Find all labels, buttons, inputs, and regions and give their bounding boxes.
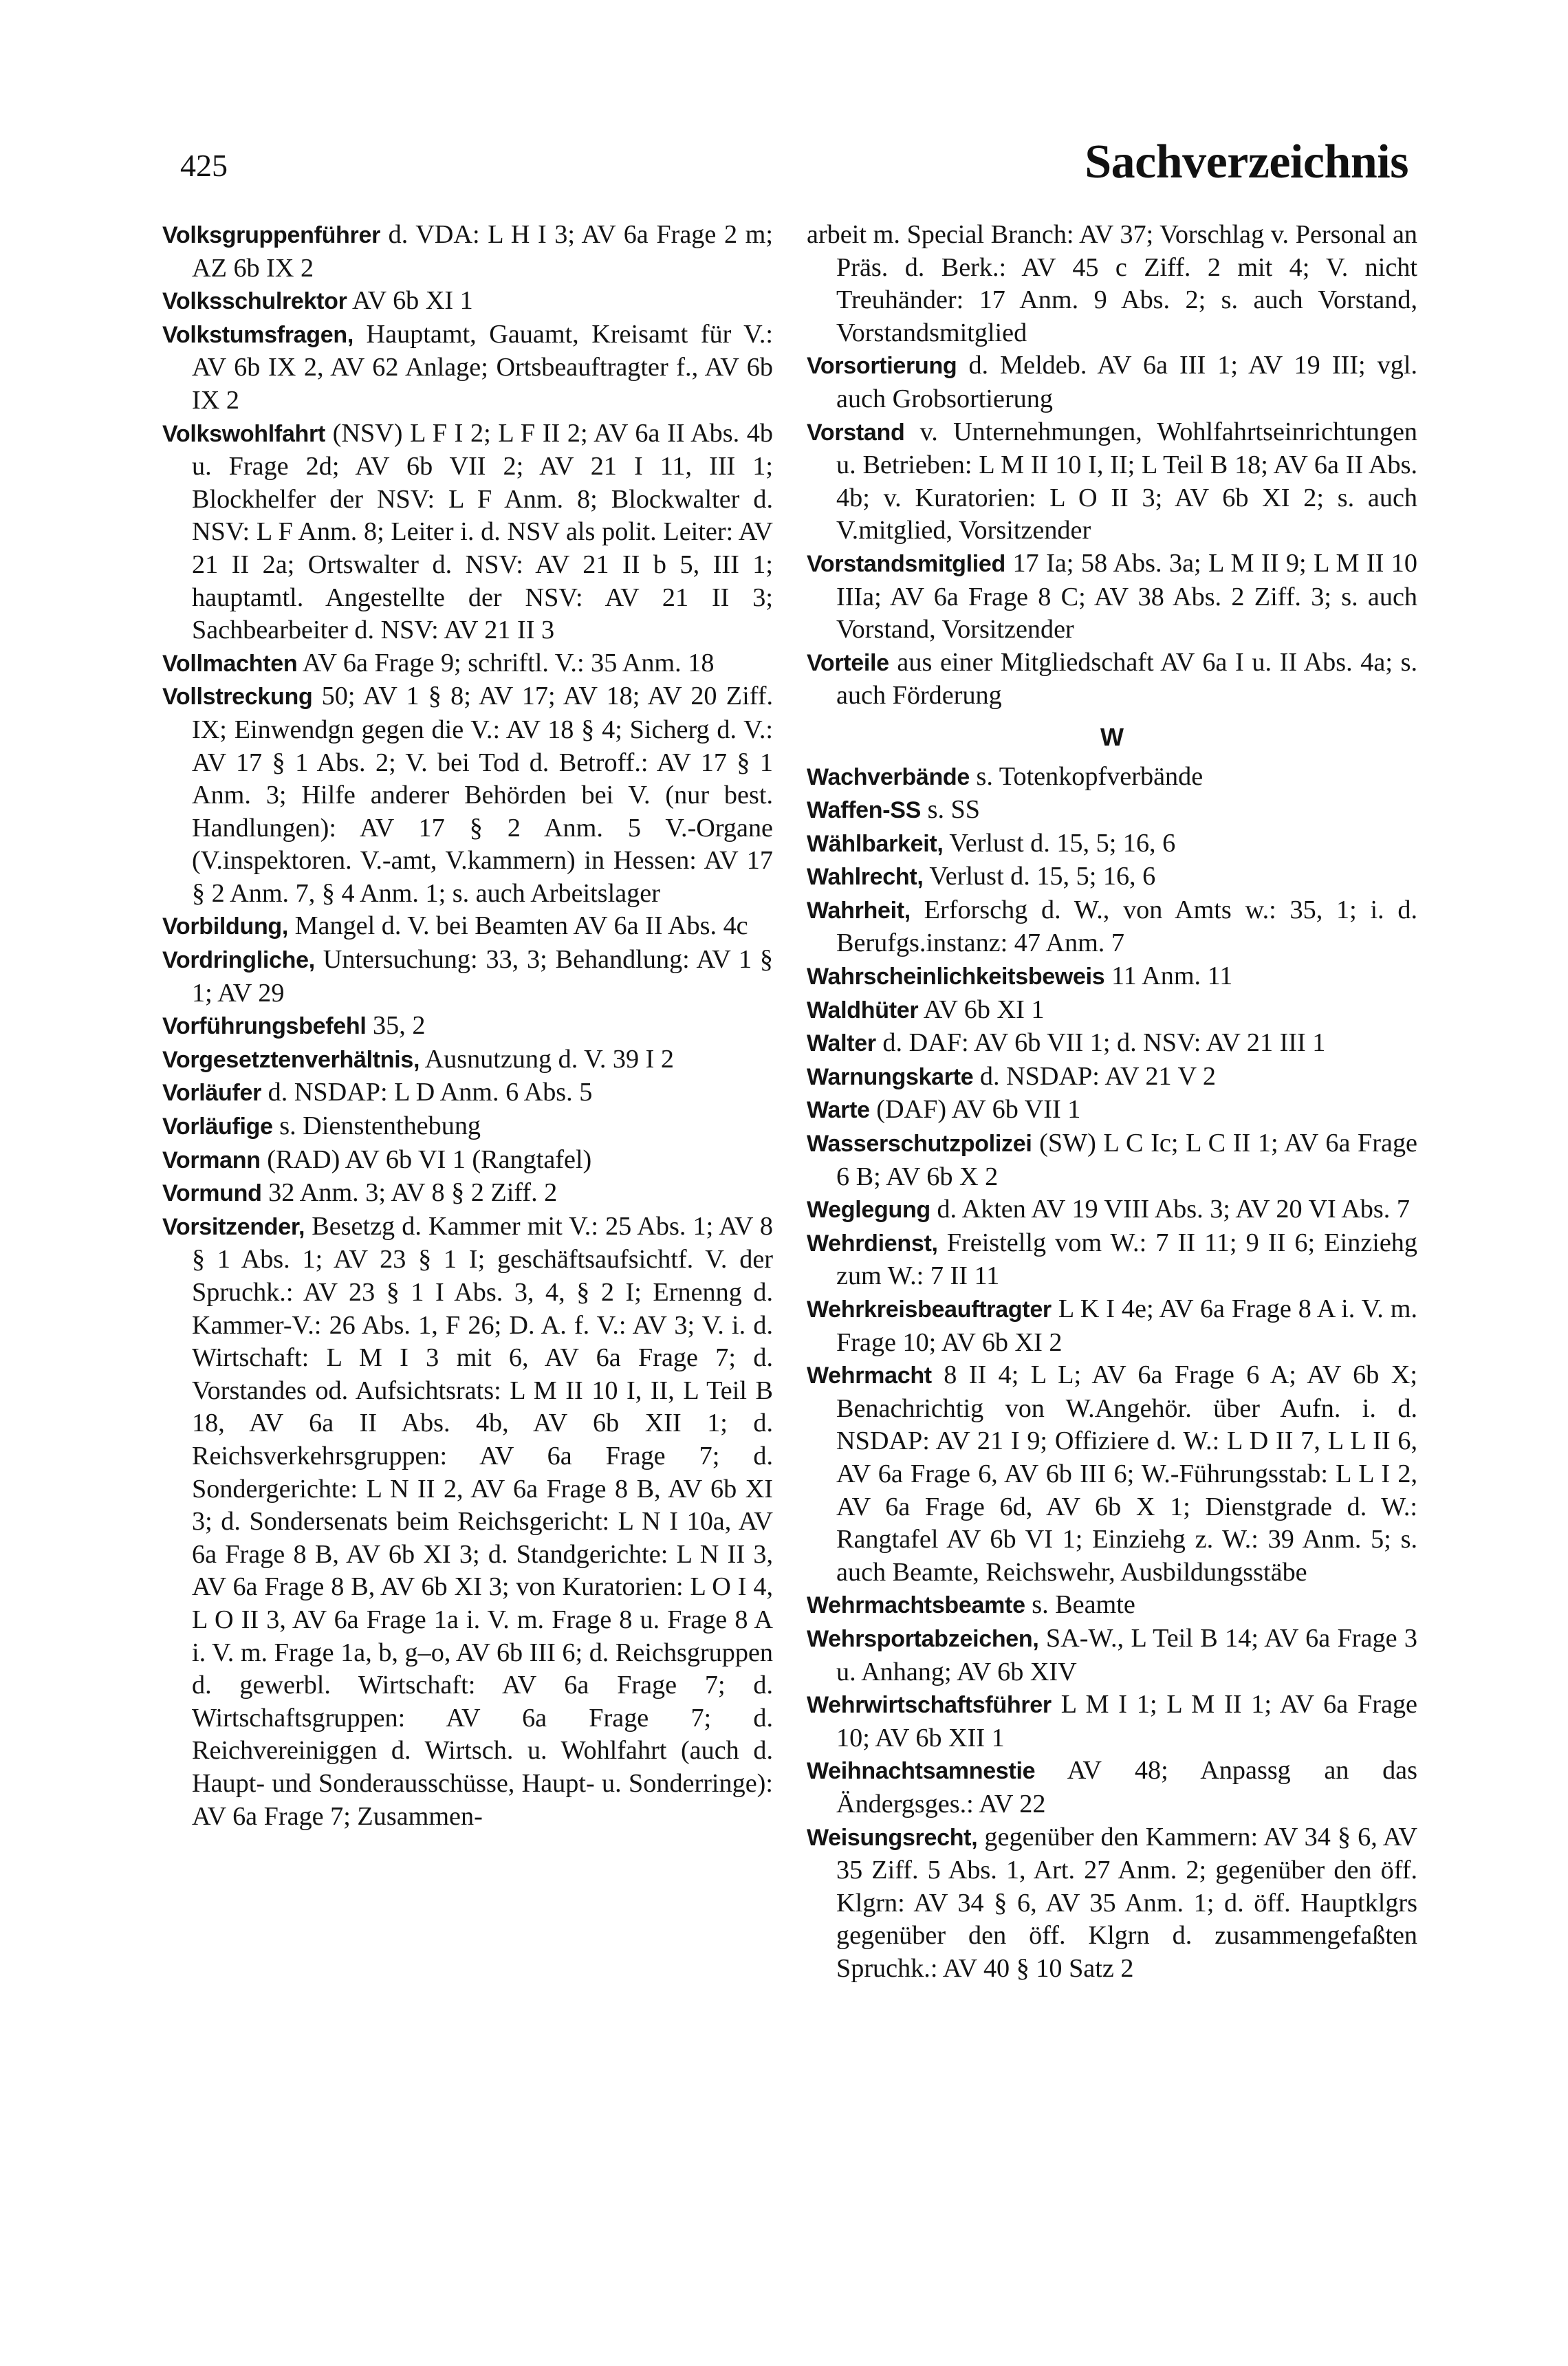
index-term: Waffen-SS [807,797,922,824]
index-reference: gegenüber den Kammern: AV 34 § 6, AV 35 Ziff. 5 Abs. 1, Art. 27 Anm. 2; gegenüber den öff. Klgrn: AV 34 § 6, AV 35 Anm. 1; d. öff. Hauptklgrs gegenüber den öff. Klgrn d. zusammengefaßten Spruchk.: AV 40 § 10 Satz 2 [836,1822,1417,1983]
index-entry [162,1211,773,1833]
index-entry [807,1127,1417,1193]
index-entry [162,1144,773,1177]
index-reference: AV 48; Anpassg an das Ändergsges.: AV 22 [836,1756,1417,1819]
index-reference: aus einer Mitgliedschaft AV 6a I u. II Abs. 4a; s. auch Förderung [836,647,1417,710]
index-term: Wehrsportabzeichen, [807,1625,1039,1652]
index-entry [162,1043,773,1077]
index-term: Wehrkreisbeauftragter [807,1296,1052,1323]
index-entry [162,219,773,285]
index-entry [162,910,773,944]
index-reference: (NSV) L F I 2; L F II 2; AV 6a II Abs. 4b u. Frage 2d; AV 6b VII 2; AV 21 I 11, III 1; Blockhelfer der NSV: L F Anm. 8; Blockwalter d. NSV: L F Anm. 8; Leiter i. d. NSV als polit. Leiter: AV 21 II 2a; Ortswalter d. NSV: AV 21 II b 5, III 1; hauptamtl. Angestellte der NSV: AV 21 II 3; Sachbearbeiter d. NSV: AV 21 II 3 [192,418,773,645]
index-term: Vorläufer [162,1080,262,1107]
index-term: Vorführungsbefehl [162,1013,367,1040]
index-entry [807,960,1417,994]
index-reference: Ausnutzung d. V. 39 I 2 [420,1044,675,1074]
index-entry [807,1027,1417,1061]
index-term: Wählbarkeit, [807,830,944,857]
index-term: Wehrwirtschaftsführer [807,1692,1052,1719]
index-reference: s. Dienstenthebung [272,1111,481,1141]
index-entry [162,944,773,1010]
index-term: Vorsortierung [807,353,957,380]
index-entry [162,1177,773,1211]
running-title: Sachverzeichnis [1085,135,1408,188]
index-entry [807,860,1417,894]
index-term: Wasserschutzpolizei [807,1131,1032,1158]
index-term: Vorstandsmitglied [807,550,1005,577]
index-term: Vordringliche, [162,947,315,974]
index-reference: L M I 1; L M II 1; AV 6a Frage 10; AV 6b XII 1 [836,1690,1417,1752]
index-entry [807,1193,1417,1227]
index-reference: d. Meldeb. AV 6a III 1; AV 19 III; vgl. auch Grobsortierung [836,351,1417,413]
index-term: Volksgruppenführer [162,222,381,248]
index-term: Warnungskarte [807,1063,974,1090]
index-reference: Hauptamt, Gauamt, Kreisamt für V.: AV 6b IX 2, AV 62 Anlage; Ortsbeauftragter f., AV 6b IX 2 [192,319,773,415]
index-reference: d. NSDAP: L D Anm. 6 Abs. 5 [261,1078,593,1107]
index-entry [807,1689,1417,1755]
right-column [807,219,1417,1985]
index-reference: Verlust d. 15, 5; 16, 6 [943,828,1176,858]
index-reference: Mangel d. V. bei Beamten AV 6a II Abs. 4c [288,911,748,941]
index-entry [807,1589,1417,1622]
index-reference: (SW) L C Ic; L C II 1; AV 6a Frage 6 B; AV 6b X 2 [836,1129,1417,1191]
index-term: Waldhüter [807,997,919,1023]
index-entry [807,219,1417,349]
left-column [162,219,773,1833]
index-entry [807,416,1417,547]
index-term: Wehrdienst, [807,1230,938,1257]
index-term: Weihnachtsamnestie [807,1758,1036,1785]
index-entry [807,894,1417,960]
index-entry [807,1227,1417,1293]
index-reference: s. SS [921,795,981,825]
index-term: Vormund [162,1180,262,1207]
index-term: Volkstumsfragen, [162,321,353,348]
index-entry [807,1359,1417,1589]
index-term: Warte [807,1097,870,1124]
section-letter: W [1100,722,1124,751]
index-term: Vorsitzender, [162,1213,305,1240]
index-entry [807,1293,1417,1359]
index-reference: Verlust d. 15, 5; 16, 6 [923,862,1156,891]
index-term: Vormann [162,1147,261,1173]
index-reference: AV 6b XI 1 [918,995,1045,1024]
index-reference: AV 6b XI 1 [347,286,473,316]
index-entry [807,1094,1417,1127]
index-entry [162,680,773,910]
index-reference: SA-W., L Teil B 14; AV 6a Frage 3 u. Anhang; AV 6b XIV [836,1623,1417,1686]
index-reference: 32 Anm. 3; AV 8 § 2 Ziff. 2 [261,1178,558,1208]
index-term: Vorläufige [162,1114,273,1140]
index-reference: L K I 4e; AV 6a Frage 8 A i. V. m. Frage 10; AV 6b XI 2 [836,1294,1417,1357]
index-term: Wahlrecht, [807,864,924,891]
index-entry [807,1821,1417,1986]
index-reference: (RAD) AV 6b VI 1 (Rangtafel) [260,1144,592,1174]
index-entry [807,1755,1417,1821]
index-reference: Erforschg d. W., von Amts w.: 35, 1; i. d. Berufgs.instanz: 47 Anm. 7 [836,895,1417,958]
index-term: Volksschulrektor [162,288,347,315]
index-reference: d. VDA: L H I 3; AV 6a Frage 2 m; AZ 6b IX 2 [192,220,773,283]
index-reference: Freistellg vom W.: 7 II 11; 9 II 6; Einziehg zum W.: 7 II 11 [836,1228,1417,1291]
index-term: Vorgesetztenverhältnis, [162,1046,420,1073]
index-term: Weisungsrecht, [807,1824,978,1851]
index-term: Wachverbände [807,763,970,790]
index-entry [807,1622,1417,1689]
index-reference: arbeit m. Special Branch: AV 37; Vorschlag v. Personal an Präs. d. Berk.: AV 45 c Ziff. 2 mit 4; V. nicht Treuhänder: 17 Anm. 9 Abs. 2; s. auch Vorstand, Vorstandsmitglied [807,220,1417,347]
index-entry [807,547,1417,647]
index-entry [807,349,1417,415]
index-entry [162,1010,773,1043]
index-term: Walter [807,1030,876,1057]
index-reference: Besetzg d. Kammer mit V.: 25 Abs. 1; AV 8 § 1 Abs. 1; AV 23 § 1 I; geschäftsaufsichtf. V. der Spruchk.: AV 23 § 1 I Abs. 3, 4, § 2 I; Ernenng d. Kammer-V.: 26 Abs. 1, F 26; D. A. f. V.: AV 3; V. i. d. Wirtschaft: L M I 3 mit 6, AV 6a Frage 7; d. Vorstandes od. Aufsichtsrats: L M II 10 I, II, L Teil B 18, AV 6a II Abs. 4b, AV 6b XII 1; d. Reichsverkehrsgruppen: AV 6a Frage 7; d. Sondergerichte: L N II 2, AV 6a Frage 8 B, AV 6b XI 3; d. Sondersenats beim Reichsgericht: L N I 10a, AV 6a Frage 8 B, AV 6b XI 3; d. Standgerichte: L N II 3, AV 6a Frage 8 B, AV 6b XI 3; von Kuratorien: L O I 4, L O II 3, AV 6a Frage 1a i. V. m. Frage 8 u. Frage 8 A i. V. m. Frage 1a, b, g–o, AV 6b III 6; d. Reichsgruppen d. gewerbl. Wirtschaft: AV 6a Frage 7; d. Wirtschaftsgruppen: AV 6a Frage 7; d. Reichvereiniggen d. Wirtsch. u. Wohlfahrt (auch d. Haupt- und Sonderausschüsse, Haupt- u. Sonderringe): AV 6a Frage 7; Zusammen- [192,1211,773,1831]
index-entry [162,647,773,681]
index-entry [162,417,773,647]
index-entry [807,827,1417,861]
index-reference: v. Unternehmungen, Wohlfahrtseinrichtungen u. Betrieben: L M II 10 I, II; L Teil B 18; AV 6a II Abs. 4b; v. Kuratorien: L O II 3; AV 6b XI 2; s. auch V.mitglied, Vorsitzender [836,417,1417,545]
index-reference: 17 Ia; 58 Abs. 3a; L M II 9; L M II 10 IIIa; AV 6a Frage 8 C; AV 38 Abs. 2 Ziff. 3; s. auch Vorstand, Vorsitzender [836,548,1417,644]
index-term: Volkswohlfahrt [162,420,325,447]
index-reference: 50; AV 1 § 8; AV 17; AV 18; AV 20 Ziff. IX; Einwendgn gegen die V.: AV 18 § 4; Sicherg d. V.: AV 17 § 1 Abs. 2; V. bei Tod d. Betroff.: AV 17 § 1 Anm. 3; Hilfe anderer Behörden bei V. (nur best. Handlungen): AV 17 § 2 Anm. 5 V.-Organe (V.inspektoren. V.-amt, V.kammern) in Hessen: AV 17 § 2 Anm. 7, § 4 Anm. 1; s. auch Arbeitslager [192,682,773,908]
index-reference: d. NSDAP: AV 21 V 2 [973,1061,1216,1091]
index-term: Wehrmachtsbeamte [807,1592,1025,1619]
index-reference: s. Totenkopfverbände [970,761,1204,791]
index-entry [807,761,1417,794]
index-entry [162,1076,773,1110]
index-reference: 35, 2 [366,1011,426,1041]
index-term: Wehrmacht [807,1363,932,1389]
index-entry [807,794,1417,827]
index-reference: 11 Anm. 11 [1104,962,1233,991]
index-reference: d. Akten AV 19 VIII Abs. 3; AV 20 VI Abs. 7 [930,1195,1410,1224]
index-reference: (DAF) AV 6b VII 1 [869,1095,1081,1125]
index-entry [162,1110,773,1144]
index-reference: AV 6a Frage 9; schriftl. V.: 35 Anm. 18 [297,648,715,677]
index-term: Vorstand [807,419,905,446]
index-entry [807,1061,1417,1094]
index-entry [807,647,1417,713]
index-reference: Untersuchung: 33, 3; Behandlung: AV 1 § 1; AV 29 [192,945,773,1008]
index-term: Vollstreckung [162,684,313,710]
index-entry [807,994,1417,1028]
index-term: Vorteile [807,649,889,676]
index-term: Weglegung [807,1197,930,1224]
index-entry [162,318,773,417]
index-reference: d. DAF: AV 6b VII 1; d. NSV: AV 21 III 1 [875,1028,1326,1058]
index-entry [162,285,773,318]
index-reference: s. Beamte [1025,1590,1135,1620]
index-term: Vollmachten [162,650,298,677]
page-number: 425 [180,148,228,183]
index-term: Vorbildung, [162,913,289,940]
index-term: Wahrscheinlichkeitsbeweis [807,964,1105,990]
index-term: Wahrheit, [807,897,911,924]
index-reference: 8 II 4; L L; AV 6a Frage 6 A; AV 6b X; Benachrichtig von W.Angehör. über Aufn. i. d. NSDAP: AV 21 I 9; Offiziere d. W.: L D II 7, L L II 6, AV 6a Frage 6, AV 6b III 6; W.-Führungsstab: L L I 2, AV 6a Frage 6d, AV 6b X 1; Dienstgrade d. W.: Rangtafel AV 6b VI 1; Einziehg z. W.: 39 Anm. 5; s. auch Beamte, Reichswehr, Ausbildungsstäbe [836,1360,1417,1587]
